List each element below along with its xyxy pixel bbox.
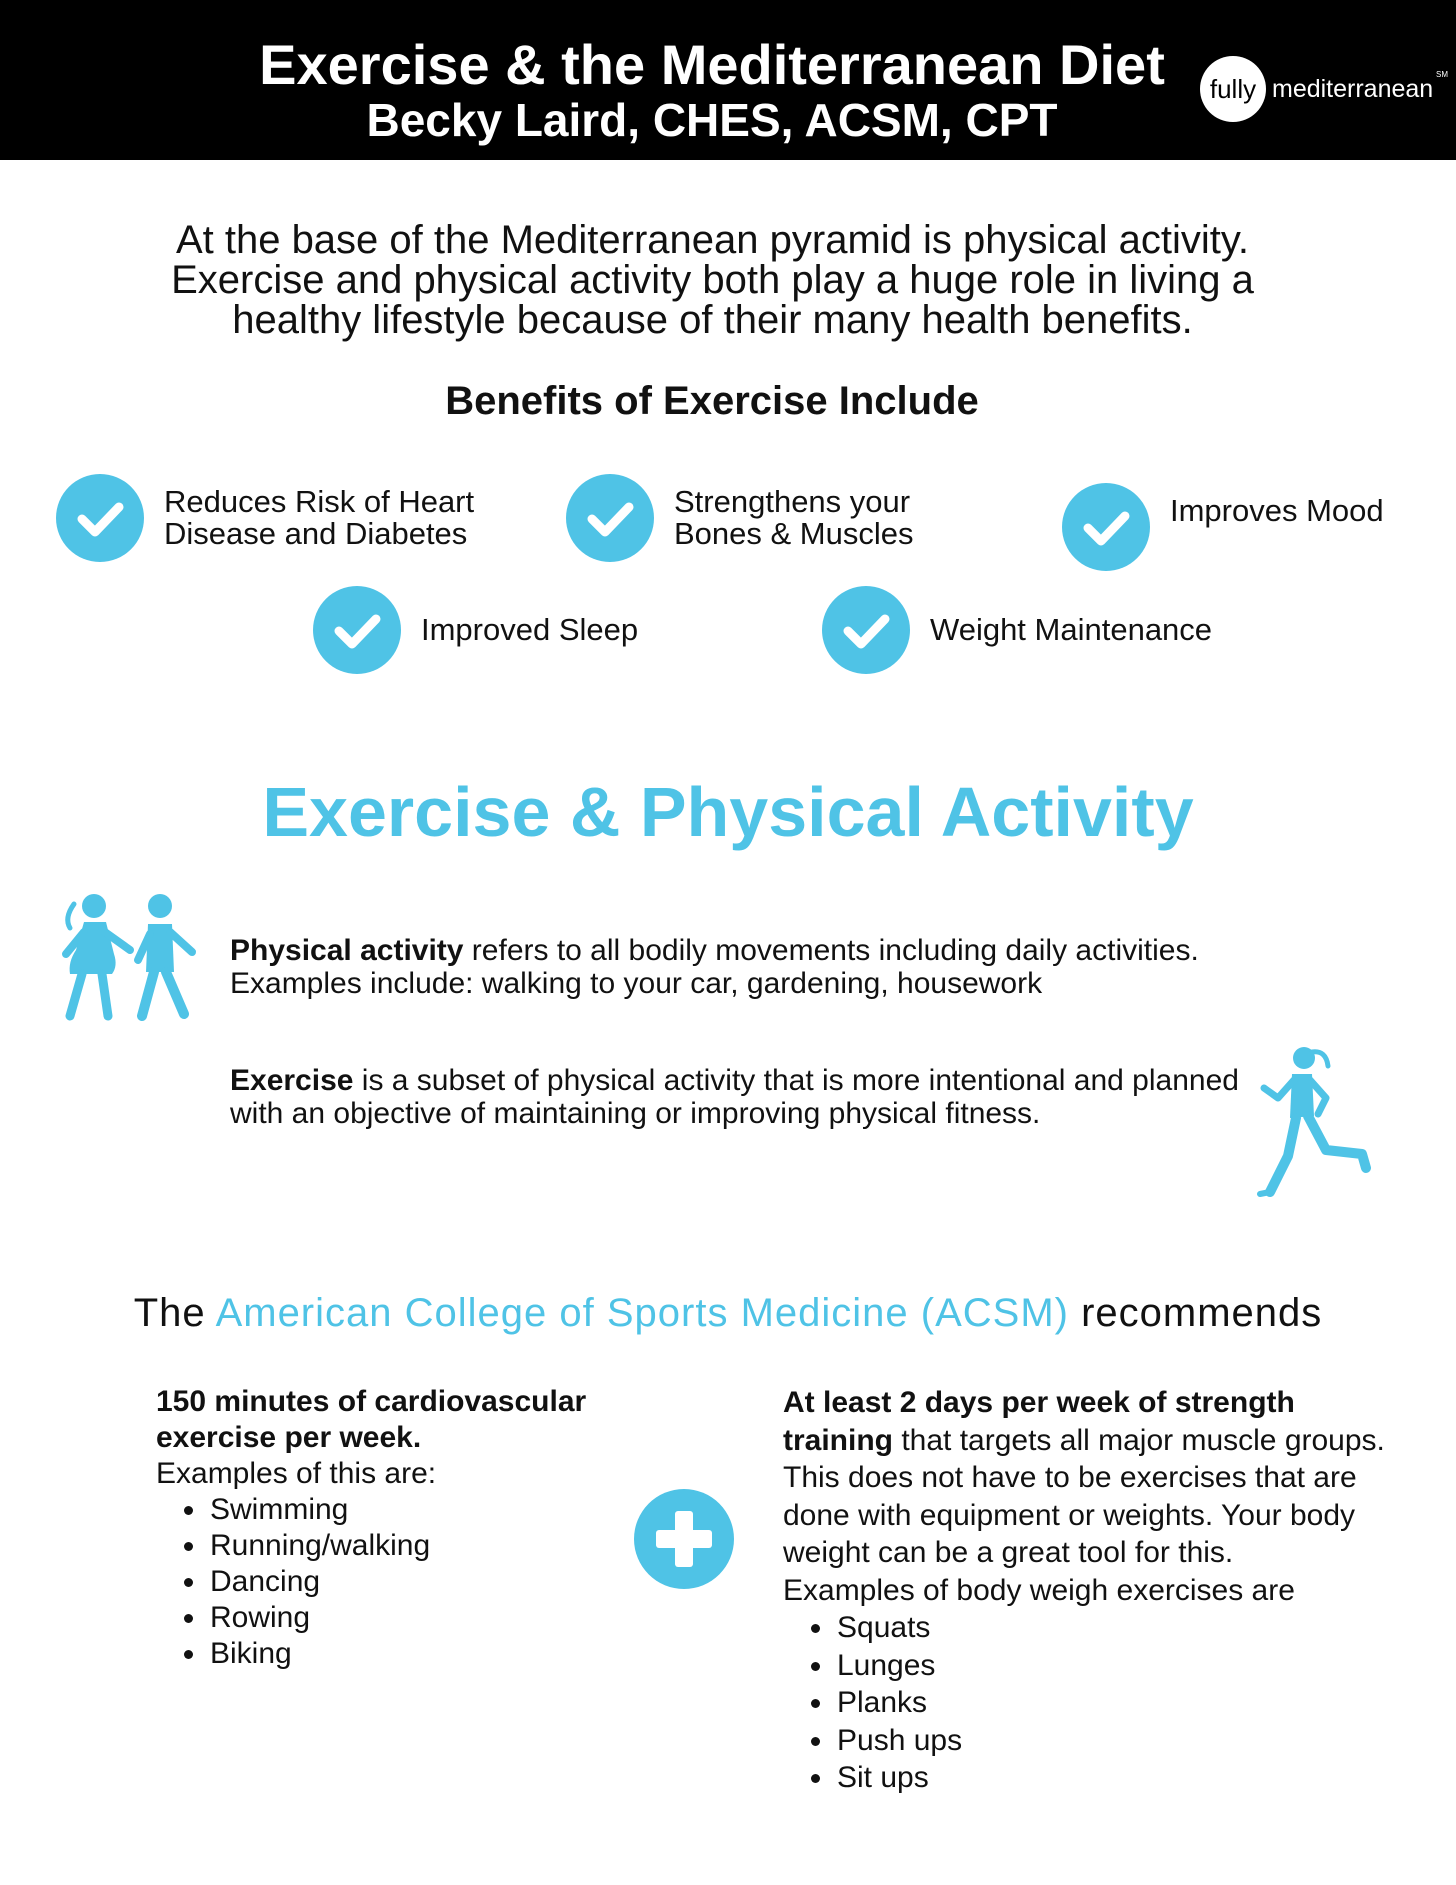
cardio-bold-line: exercise per week. [156,1421,422,1454]
intro-line: healthy lifestyle because of their many health benefits. [232,298,1193,342]
check-icon [1062,483,1150,571]
physical-activity-term: Physical activity [230,934,464,967]
activity-section-title: Exercise & Physical Activity [262,773,1194,851]
exercise-term: Exercise [230,1064,354,1097]
logo-service-mark: SM [1436,70,1448,79]
benefit-label [674,486,914,550]
exercise-text: is a subset of physical activity that is more intentional and planned with an objective of maintaining or improving physical fitness. [230,1064,1239,1130]
walking-children-icon [56,892,202,1028]
strength-paragraph [783,1384,1403,1572]
benefit-item [1062,483,1432,579]
physical-activity-text: refers to all bodily movements including daily activities. Examples include: walking to your car, gardening, housework [230,934,1199,1000]
header-banner [0,0,1456,160]
author-line: Becky Laird, CHES, ACSM, CPT [366,94,1058,146]
list-item: • Sit ups [835,1759,1403,1797]
strength-examples-label: Examples of body weigh exercises are [783,1573,1295,1607]
benefit-label [421,614,638,646]
benefit-label [1170,495,1384,527]
strength-text: that targets all major muscle groups. This does not have to be exercises that are done with equipment or weights. Your body weight can be a great tool for this. [783,1423,1385,1569]
list-item: • Squats [835,1609,1403,1647]
benefit-label-line: Improves Mood [1170,493,1384,528]
benefit-item [313,586,713,682]
page-title: Exercise & the Mediterranean Diet [259,33,1165,96]
benefit-label [930,614,1212,646]
acsm-org-name: American College of Sports Medicine (ACSM) [215,1291,1069,1335]
acsm-suffix: recommends [1068,1291,1323,1335]
list-item: • Push ups [835,1722,1403,1760]
physical-activity-paragraph [230,934,1240,1000]
list-item: • Running/walking [208,1528,656,1564]
benefit-label-line: Strengthens your [674,484,911,519]
list-item: • Dancing [208,1564,656,1600]
check-icon [822,586,910,674]
running-woman-icon [1256,1044,1372,1204]
cardio-examples-label: Examples of this are: [156,1457,437,1490]
check-icon [56,474,144,562]
benefit-item [56,474,516,570]
benefit-item [822,586,1282,682]
benefit-label-line: Weight Maintenance [930,612,1213,647]
list-item: • Planks [835,1684,1403,1722]
fully-mediterranean-logo [1200,54,1446,124]
list-item: • Biking [208,1636,656,1672]
logo-circle: fully [1200,56,1266,122]
plus-icon [634,1489,734,1589]
logo-word: mediterranean [1272,75,1434,103]
cardio-examples-list [156,1492,656,1672]
benefit-label-line: Improved Sleep [421,612,639,647]
cardio-recommendation [156,1384,656,1672]
list-item: • Swimming [208,1492,656,1528]
list-item: • Rowing [208,1600,656,1636]
exercise-paragraph [230,1064,1240,1130]
intro-line: At the base of the Mediterranean pyramid is physical activity. [175,218,1250,262]
benefit-label [164,486,474,550]
strength-examples-list [783,1609,1403,1797]
benefit-label-line: Reduces Risk of Heart [164,484,475,519]
acsm-prefix: The [133,1291,216,1335]
strength-bold: At least 2 days per week of strength training [783,1386,1295,1457]
list-item: • Lunges [835,1647,1403,1685]
intro-line: Exercise and physical activity both play a huge role in living a [171,258,1254,302]
benefit-label-line: Disease and Diabetes [164,516,468,551]
acsm-recommends-heading [0,1290,1456,1336]
intro-paragraph [80,220,1345,340]
strength-recommendation [783,1384,1403,1797]
benefits-heading: Benefits of Exercise Include [445,379,979,423]
cardio-bold-line: 150 minutes of cardiovascular [156,1385,587,1418]
benefit-label-line: Bones & Muscles [674,516,914,551]
check-icon [313,586,401,674]
benefit-item [566,474,966,570]
check-icon [566,474,654,562]
